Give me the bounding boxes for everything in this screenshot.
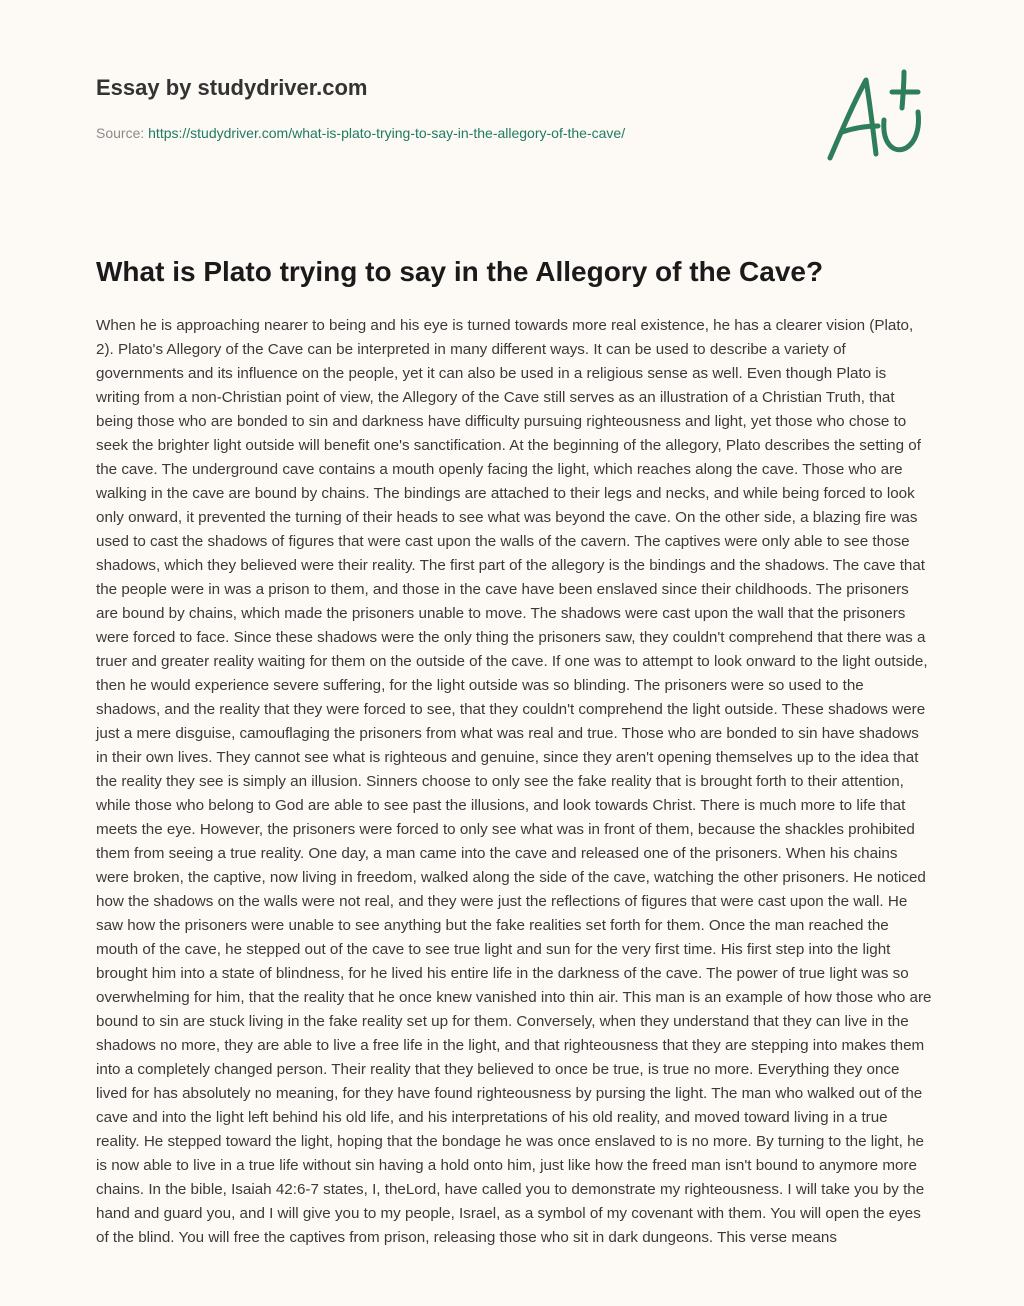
source-line <box>96 124 796 142</box>
essay-title: What is Plato trying to say in the Allegory of the Cave? <box>96 256 824 287</box>
a-plus-grade-logo-icon <box>820 68 930 168</box>
source-link[interactable]: https://studydriver.com/what-is-plato-trying-to-say-in-the-allegory-of-the-cave/ <box>148 125 626 141</box>
page-header <box>96 74 796 142</box>
essay-body: When he is approaching nearer to being and his eye is turned towards more real existence, he has a clearer vision (Plato, 2). Plato's Allegory of the Cave can be interpreted in many different ways. It can be used to describe a variety of governments and its influence on the people, yet it can also be used in a religious sense as well. Even though Plato is writing from a non-Christian point of view, the Allegory of the Cave still serves as an illustration of a Christian Truth, that being those who are bonded to sin and darkness have difficulty pursuing righteousness and light, yet those who chose to seek the brighter light outside will benefit one's sanctification. At the beginning of the allegory, Plato describes the setting of the cave. The underground cave contains a mouth openly facing the light, which reaches along the cave. Those who are walking in the cave are bound by chains. The bindings are attached to their legs and necks, and while being forced to look only onward, it prevented the turning of their heads to see what was beyond the cave. On the other side, a blazing fire was used to cast the shadows of figures that were cast upon the walls of the cavern. The captives were only able to see those shadows, which they believed were their reality. The first part of the allegory is the bindings and the shadows. The cave that the people were in was a prison to them, and those in the cave have been enslaved since their childhoods. The prisoners are bound by chains, which made the prisoners unable to move. The shadows were cast upon the wall that the prisoners were forced to face. Since these shadows were the only thing the prisoners saw, they couldn't comprehend that there was a truer and greater reality waiting for them on the outside of the cave. If one was to attempt to look onward to the light outside, then he would experience severe suffering, for the light outside was so blinding. The prisoners were so used to the shadows, and the reality that they were forced to see, that they couldn't comprehend the light outside. These shadows were just a mere disguise, camouflaging the prisoners from what was real and true. Those who are bonded to sin have shadows in their own lives. They cannot see what is righteous and genuine, since they aren't opening themselves up to the idea that the reality they see is simply an illusion. Sinners choose to only see the fake reality that is brought forth to their attention, while those who belong to God are able to see past the illusions, and look towards Christ. There is much more to life that meets the eye. However, the prisoners were forced to only see what was in front of them, because the shackles prohibited them from seeing a true reality. One day, a man came into the cave and released one of the prisoners. When his chains were broken, the captive, now living in freedom, walked along the side of the cave, watching the other prisoners. He noticed how the shadows on the walls were not real, and they were just the reflections of figures that were cast upon the wall. He saw how the prisoners were unable to see anything but the fake realities set forth for them. Once the man reached the mouth of the cave, he stepped out of the cave to see true light and sun for the very first time. His first step into the light brought him into a state of blindness, for he lived his entire life in the darkness of the cave. The power of true light was so overwhelming for him, that the reality that he once knew vanished into thin air. This man is an example of how those who are bound to sin are stuck living in the fake reality set up for them. Conversely, when they understand that they can live in the shadows no more, they are able to live a free life in the light, and that righteousness that they are stepping into makes them into a completely changed person. Their reality that they believed to once be true, is true no more. Everything they once lived for has absolutely no meaning, for they have found righteousness by pursing the light. The man who walked out of the cave and into the light left behind his old life, and his interpretations of his old reality, and moved toward living in a true reality. He stepped toward the light, hoping that the bondage he was once enslaved to is no more. By turning to the light, he is now able to live in a true life without sin having a hold onto him, just like how the freed man isn't bound to anymore more chains. In the bible, Isaiah 42:6-7 states, I, theLord, have called you to demonstrate my righteousness. I will take you by the hand and guard you, and I will give you to my people, Israel, as a symbol of my covenant with them. You will open the eyes of the blind. You will free the captives from prison, releasing those who sit in dark dungeons. This verse means <box>96 317 932 1246</box>
site-title: Essay by studydriver.com <box>96 75 368 100</box>
source-label: Source: <box>96 125 145 141</box>
